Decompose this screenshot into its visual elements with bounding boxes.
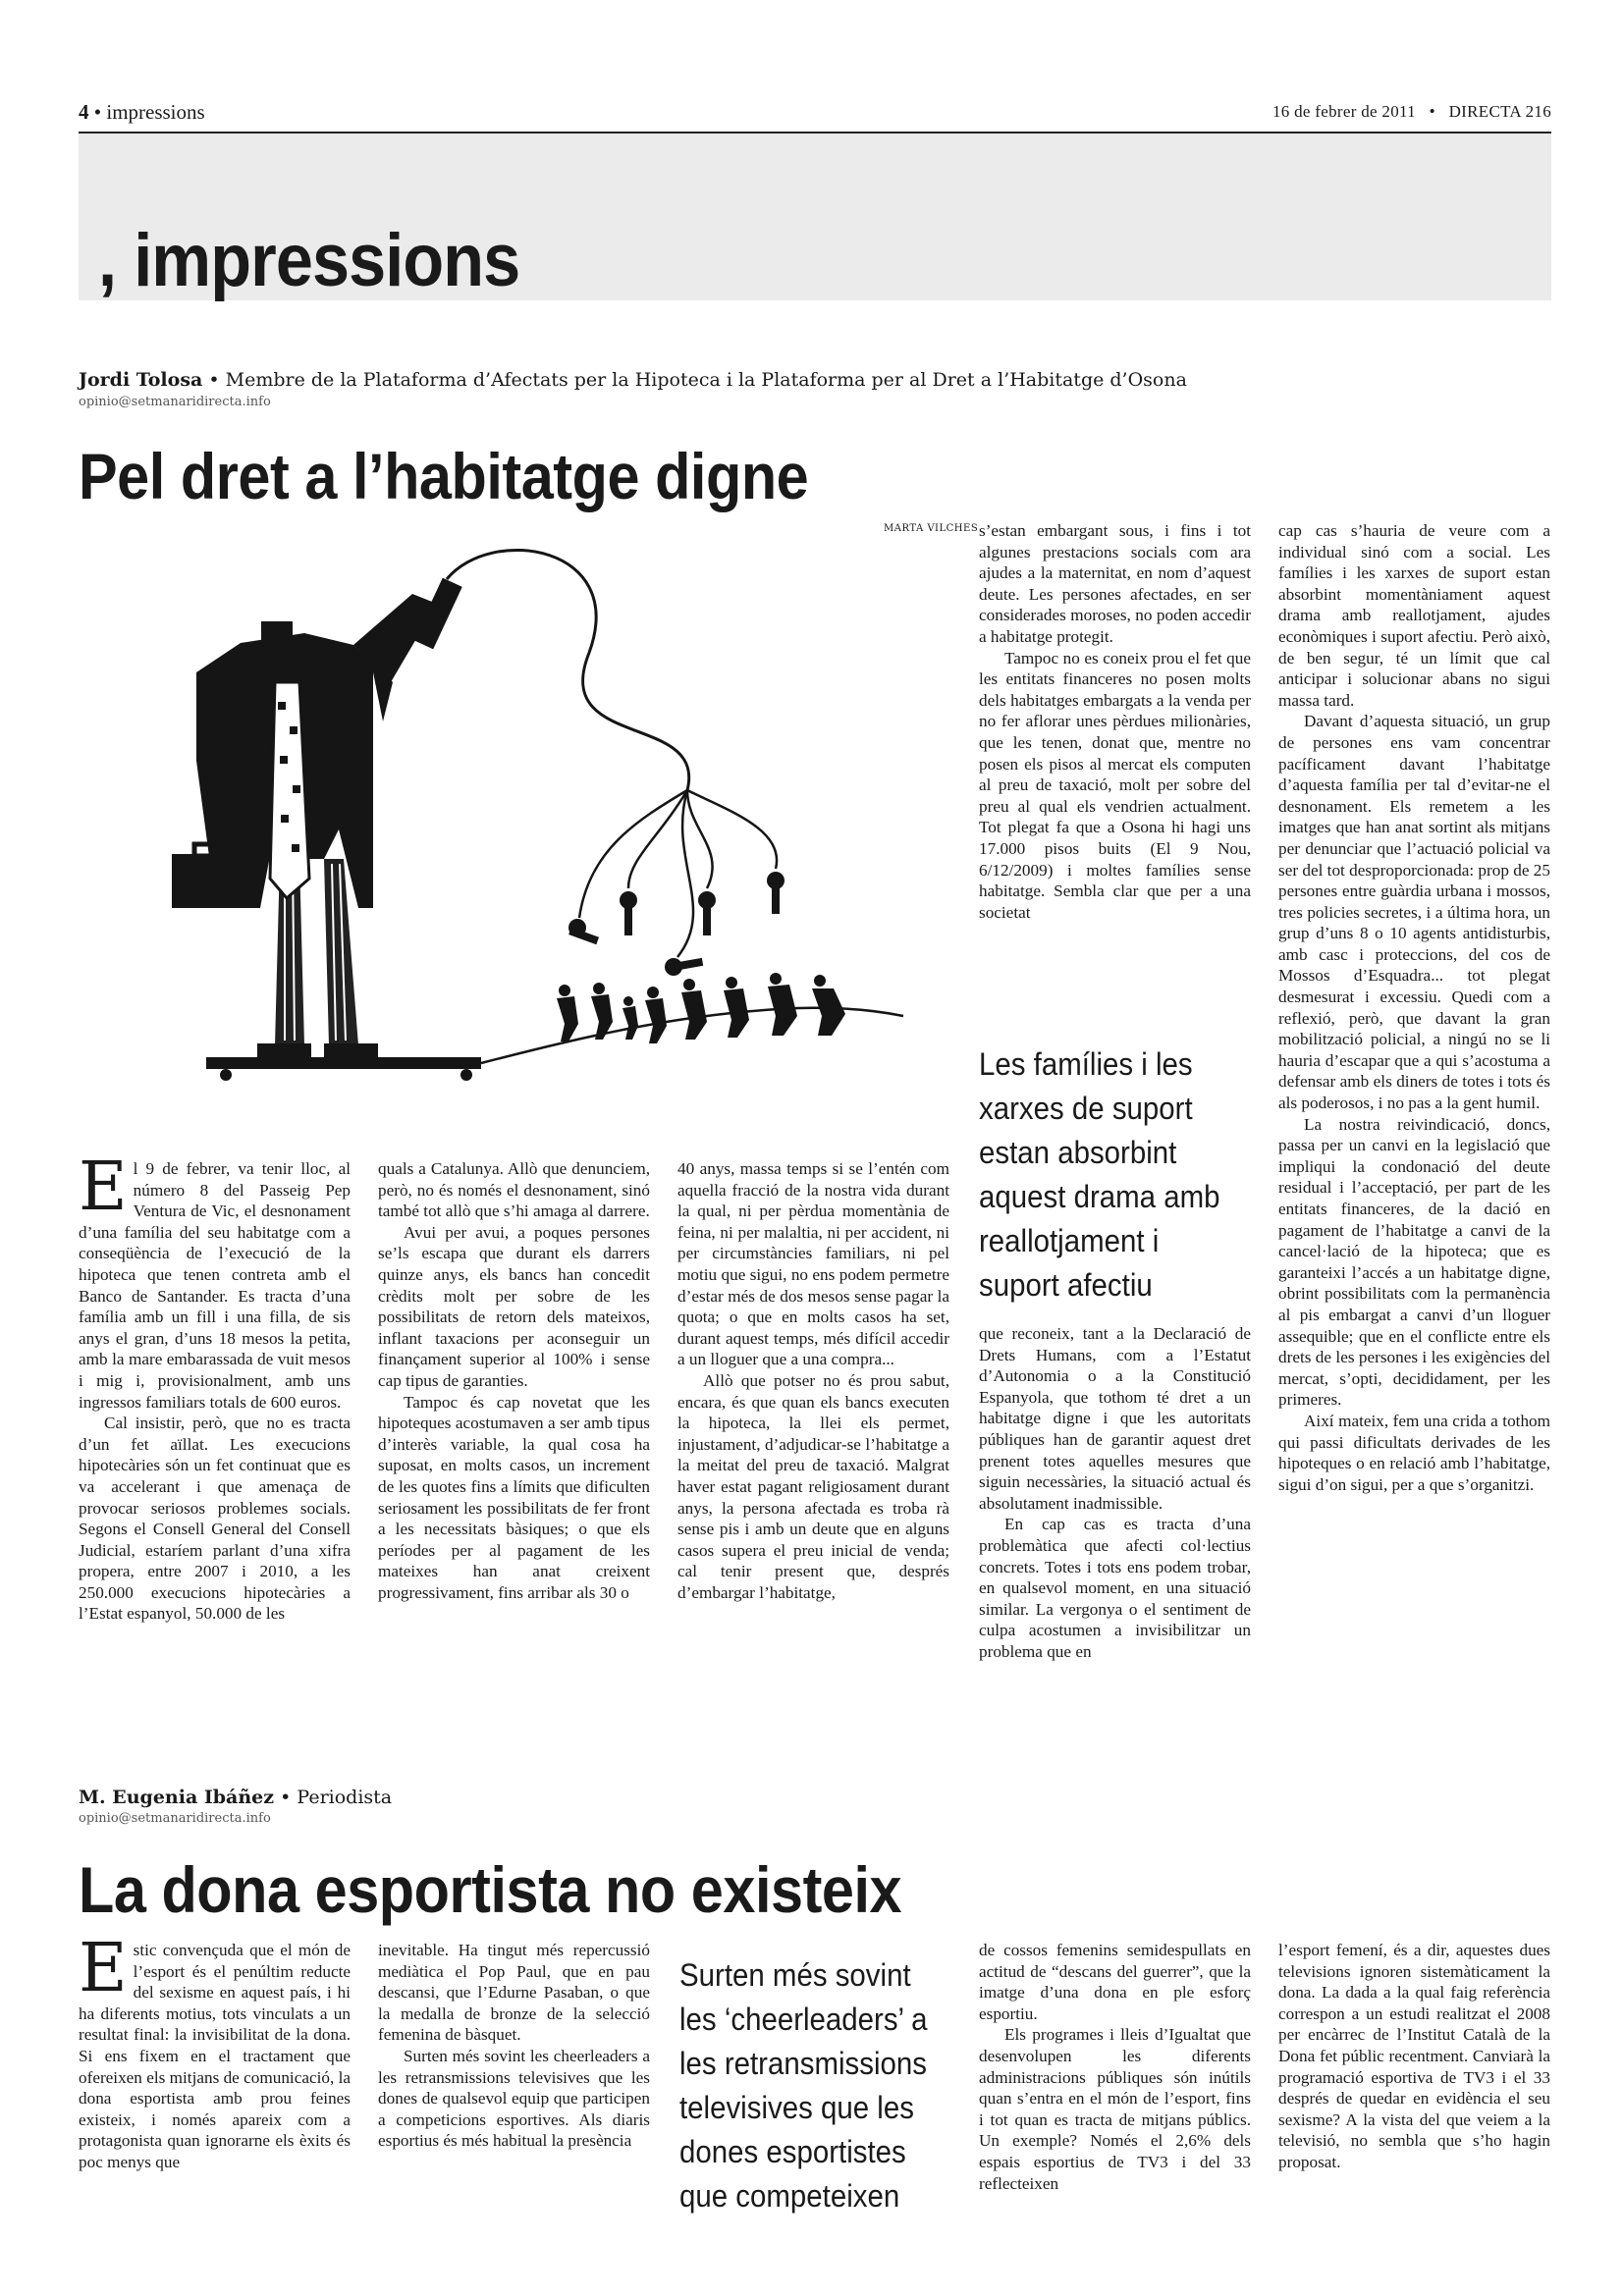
article1-column-2 — [378, 1158, 650, 1603]
issue-date: 16 de febrer de 2011 — [1271, 102, 1416, 121]
paragraph: Avui per avui, a poques persones se’ls escapa que durant els darrers quinze anys, els bancs han concedit crèdits molt per sobre de les possibilitats de retorn dels mateixos, inflant taxacions per aconseguir un finançament superior al 100% i sense cap tipus de garanties. — [378, 1222, 650, 1390]
paragraph: Tampoc és cap novetat que les hipoteques acostumaven a ser amb tipus d’interès variable, la qual cosa ha suposat, en molts casos, un increment de les quotes fins a límits que dificulten seriosament les possibilitats de fer front a les necessitats bàsiques; o que els períodes per al pagament de les mateixes han anat creixent progressivament, fins arribar als 30 o — [378, 1392, 650, 1602]
section-banner — [79, 133, 1551, 300]
paragraph: Allò que potser no és prou sabut, encara, és que quan els bancs executen la hipoteca, la llei els permet, injustament, d’adjudicar-se l’habitatge a la meitat del preu de taxació. Malgrat haver estat pagant religiosament durant anys, la persona afectada es troba rà sense pis i amb un deute que en alguns casos supera el preu inicial de venda; cal tenir present que, després d’embargar l’habitatge, — [677, 1370, 949, 1602]
paragraph: l’esport femení, és a dir, aquestes dues televisions ignoren sistemàticament la dona. La dada a la qual faig referència correspon a un estudi realitzat el 2008 per encàrrec de l’Institut Català de la Dona fet públic recentment. Canviarà la programació esportiva de TV3 i el 33 després de quedar en evidència el seu sexisme? A la vista del que veiem a la televisió, no sembla que s’ho hagin proposat. — [1278, 1941, 1550, 2171]
article1-column-3 — [677, 1158, 949, 1603]
banner-title: , impressions — [98, 219, 520, 302]
page-number: 4 — [79, 100, 89, 124]
article2-column-4 — [979, 1940, 1251, 2194]
paragraph: stic convençuda que el món de l’esport és el penúltim reducte del sexisme en aquest país, i hi ha diferents motius, tots vinculats a un resultat final: la invisibilitat de la dona. Si ens fixem en el tractament que ofereixen els mitjans de comunicació, la dona esportista amb prou feines existeix, i només apareix com a protagonista quan ignorarne els èxits és poc menys que — [79, 1941, 351, 2171]
paragraph: Tampoc no es coneix prou el fet que les entitats financeres no posen molts dels habitatges embargats a la venda per no fer aflorar unes pèrdues milionàries, que les tenen, donat que, mentre no posen els pisos al mercat els computen al preu de taxació, molt per sobre del preu al qual els vendrien actualment. Tot plegat fa que a Osona hi hagi uns 17.000 pisos buits (El 9 Nou, 6/12/2009) i moltes famílies sense habitatge. Sembla clar que per a una societat — [979, 648, 1251, 922]
article1-byline — [79, 369, 1187, 391]
paragraph: Surten més sovint les cheerleaders a les retransmissions televisives que les dones de qualsevol equip que participen a competicions esportives. Als diaris esportius és més habitual la presència — [378, 2046, 650, 2151]
article1-column-4-bottom — [979, 1323, 1251, 1663]
illustration-svg — [79, 535, 943, 1099]
byline-separator: • — [208, 369, 220, 391]
paragraph: Així mateix, fem una crida a tothom qui passi dificultats derivades de les hipoteques o en relació amb l’habitatge, sigui d’on sigui, per a que s’organitzi. — [1278, 1411, 1550, 1494]
article1-author-role: Membre de la Plataforma d’Afectats per la Hipoteca i la Plataforma per al Dret a l’Habitatge d’Osona — [225, 369, 1187, 391]
keys — [568, 872, 784, 976]
paragraph: que reconeix, tant a la Declaració de Drets Humans, com a l’Estatut d’Autonomia o a la Constitució Espanyola, que tothom té dret a un habitatge digne i que les autoritats públiques han de garantir aquest dret prenent totes aquelles mesures que siguin necessàries, la situació actual és absolutament inadmissible. — [979, 1324, 1251, 1513]
photo-credit: MARTA VILCHES — [884, 523, 979, 534]
paragraph: 40 anys, massa temps si se l’entén com aquella fracció de la nostra vida durant la qual, ni per pèrdua momentània de feina, ni per malaltia, ni per accident, ni per circumstàncies familiars, ni pel motiu que sigui, no ens podem permetre d’estar més de dos mesos sense pagar la quota; o que en molts casos ha set, durant aquest temps, més difícil accedir a un lloguer que a una compra... — [677, 1159, 949, 1369]
article2-column-5 — [1278, 1940, 1550, 2173]
businessman-figure — [172, 578, 462, 1057]
article1-headline: Pel dret a l’habitatge digne — [79, 440, 809, 512]
header-left — [79, 100, 205, 125]
article1-column-5 — [1278, 520, 1550, 1495]
header-separator-2: • — [1429, 102, 1435, 121]
article2-author: M. Eugenia Ibáñez — [79, 1787, 275, 1808]
byline-separator: • — [280, 1787, 292, 1808]
article2-headline: La dona esportista no existeix — [79, 1853, 902, 1926]
illustration — [79, 535, 943, 1099]
article1-author: Jordi Tolosa — [79, 369, 203, 391]
article2-author-role: Periodista — [297, 1787, 393, 1808]
paragraph: inevitable. Ha tingut més repercussió mediàtica el Pop Paul, que en pau descansi, que l’Edurne Pasaban, o que la medalla de bronze de la selecció femenina de bàsquet. — [378, 1941, 650, 2045]
article1-email[interactable]: opinio@setmanaridirecta.info — [79, 395, 271, 409]
paragraph: Els programes i lleis d’Igualtat que desenvolupen les diferents administracions públiques són inútils quan s’entra en el món de l’esport, fins i tot quan es tracta de mitjans públics. Un exemple? Només el 2,6% dels espais esportius de TV3 i del 33 reflecteixen — [979, 2025, 1251, 2193]
board — [206, 1057, 481, 1069]
article2-email[interactable]: opinio@setmanaridirecta.info — [79, 1811, 271, 1826]
page-header — [79, 98, 1551, 133]
section-name: impressions — [106, 100, 205, 124]
paragraph: quals a Catalunya. Allò que denunciem, però, no és només el desnonament, sinó també tot allò que s’hi amaga al darrere. — [378, 1159, 650, 1221]
paragraph: cap cas s’hauria de veure com a individual sinó com a social. Les famílies i les xarxes de suport estan absorbint momentàniament aquest drama amb reallotjament, ajudes econòmiques i suport afectiu. Però això, de ben segur, té un límit que cal anticipar i solucionar abans no sigui massa tard. — [1278, 521, 1550, 710]
paragraph: Davant d’aquesta situació, un grup de persones ens vam concentrar pacíficament davant l’habitatge d’aquesta família per tal d’evitar-ne el desnonament. Els remetem a les imatges que han anat sortint als mitjans per denunciar que l’actuació policial va ser del tot desproporcionada: prop de 25 persones entre guàrdia urbana i mossos, tres policies secretes, i a última hora, un grup d’uns 8 o 10 agents antidisturbis, amb casc i proteccions, del cos de Mossos d’Esquadra... tot plegat desmesurat i excessiu. Quedi com a reflexió, però, que davant la gran mobilització policial, a ningú no se li hauria d’escapar que a qui s’acostuma a defensar amb els diners de totes i tots és als poderosos, i no pas a la gent humil. — [1278, 712, 1550, 1113]
header-right — [1272, 102, 1551, 122]
header-separator: • — [93, 100, 102, 124]
paragraph: Cal insistir, però, que no es tracta d’un fet aïllat. Les execucions hipotecàries són un fet continuat que es va accelerant i que amenaça de provocar seriosos problemes socials. Segons el Consell General del Consell Judicial, estaríem parlant d’una xifra propera, entre 2007 i 2010, a les 250.000 execucions hipotecàries a l’Estat espanyol, 50.000 de les — [79, 1414, 351, 1624]
article2-dropcap: E — [79, 1930, 128, 2007]
article1-pullquote: Les famílies i les xarxes de suport estan absorbint aquest drama amb reallotjament i suport afectiu — [979, 1046, 1220, 1303]
whip — [447, 550, 689, 790]
whip-lashes — [579, 790, 777, 957]
paragraph: l 9 de febrer, va tenir lloc, al número 8 del Passeig Pep Ventura de Vic, el desnonament d’una família del seu habitatge com a conseqüència de l’execució de la hipoteca que tenen contreta amb el Banco de Santander. Es tracta d’una família amb un fill i una filla, de sis anys el gran, d’uns 18 mesos la petita, amb la mare embarassada de vuit mesos i mig i, provisionalment, amb uns ingressos familiars totals de 600 euros. — [79, 1159, 351, 1412]
article1-column-4-top — [979, 520, 1251, 923]
article2-column-2 — [378, 1940, 650, 2152]
article1-column-1 — [79, 1148, 351, 1625]
article2-pullquote: Surten més sovint les ‘cheerleaders’ a les retransmissions televisives que les dones esportistes que competeixen — [679, 1957, 928, 2214]
paragraph: de cossos femenins semidespullats en actitud de “descans del guerrer”, que la imatge d’una dona en ple esforç esportiu. — [979, 1941, 1251, 2023]
publication-name: DIRECTA 216 — [1448, 102, 1551, 121]
article1-dropcap: E — [79, 1148, 128, 1226]
article2-column-1 — [79, 1930, 351, 2173]
paragraph: s’estan embargant sous, i fins i tot algunes prestacions socials com ara ajudes a la maternitat, en nom d’aquest deute. Les persones afectades, en ser considerades moroses, no poden accedir a habitatge protegit. — [979, 521, 1251, 646]
paragraph: La nostra reivindicació, doncs, passa per un canvi en la legislació que impliqui la condonació del deute residual i l’acceptació, per part de les entitats financeres, de la dació en pagament de l’habitatge a canvi de la cancel·lació de la hipoteca; que es garanteixi l’accés a un habitatge digne, obrint possibilitats com la permanència al pis embargat a canvi d’un lloguer assequible; que en el conflicte entre els drets de les persones i les exigències del mercat, s’opti, decididament, per les primeres. — [1278, 1114, 1550, 1410]
article2-byline — [79, 1787, 392, 1808]
paragraph: En cap cas es tracta d’una problemàtica que afecti col·lectius concrets. Totes i tots ens podem trobar, en qualsevol moment, en una situació similar. La vergonya o el sentiment de culpa acostumen a invisibilitzar un problema que en — [979, 1515, 1251, 1661]
